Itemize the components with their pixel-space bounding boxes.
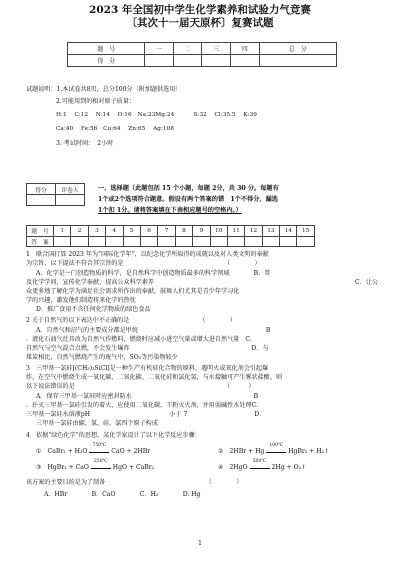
instruction-line: H:1 C:12 N:14 O:16 Na:23Mg:24 S:32 Cl:35.5 K:39 — [56, 112, 257, 118]
score-input-cell[interactable] — [173, 55, 202, 67]
reaction-1-condition: 750℃ — [92, 443, 107, 448]
score-table — [67, 42, 337, 67]
question-4-question: 该方案的主要目的是为了制备 （ ） — [26, 479, 243, 486]
question-1-option-a: A．化学是一门创造物质的科学，是自然科学中创造物质最多的科学领域 B．普 — [36, 270, 271, 277]
answer-input-cell[interactable] — [140, 236, 157, 247]
question-3-option-d: 三甲基一氯硅由碳、氢、硅、氯四个原子构成 — [36, 420, 158, 427]
answer-input-cell[interactable] — [123, 236, 140, 247]
reaction-3-reactants: ③ HgBr₂ + CaO — [36, 464, 89, 471]
question-3-option-a: A．保存三甲基一氯硅时应密封防水 B — [36, 393, 259, 400]
question-1-stem: 1 联合国打算 2023 年为“国际化学年”，以纪念化学所取得的成就以及对人类文明的奉献 — [26, 251, 269, 258]
instruction-line: 2.可能用到的相对原子质量： — [56, 98, 135, 105]
reaction-2-reactants: ② 2HBr + Hg — [218, 448, 265, 455]
answer-input-cell[interactable] — [54, 236, 71, 247]
question-1-option-c-cont: 众更多地了解化学为满足社会需求所作出的奉献，鼓舞人们尤其是青少年学习化 — [26, 288, 240, 295]
score-input-cell[interactable] — [259, 55, 336, 67]
question-1-option-b: 及化学学问，宣传化学奉献，提高公众科学素养 — [26, 279, 154, 286]
section-one-line: 一、选择题（此题包括 15 个小题，每题 2分，共 30 分。每题有 — [98, 185, 279, 192]
reaction-4-condition: 500℃ — [252, 459, 267, 464]
question-3-stem: 3 三甲基一氯硅[(CH₃)₃SiCl]是一种生产有机硅化合物的原料，遇明火或氧化剂会引起爆 — [26, 365, 269, 372]
question-3-option-c: 三甲基一氯硅水溶液pH 小于 7 D． — [26, 411, 266, 418]
question-number-cell: 1 — [54, 226, 71, 237]
reaction-arrow — [266, 443, 286, 453]
reaction-arrow — [89, 443, 109, 453]
arrow-icon — [91, 468, 111, 469]
answer-input-cell[interactable] — [158, 236, 175, 247]
answer-table — [26, 225, 315, 247]
question-1-option-d: D．推广食用不含任何化学物质的绿色食品 — [36, 306, 151, 313]
question-number-cell: 9 — [193, 226, 210, 237]
exam-subtitle: 〔其次十一届天原杯〕复赛试题 — [126, 17, 274, 29]
reaction-2-products: HgBr₂ + H₂↑ — [288, 448, 330, 455]
question-3-stem: 以下说法错误的是 （ ） — [26, 383, 255, 390]
reaction-4 — [218, 459, 307, 471]
answer-header-label: 题 号 — [27, 226, 54, 237]
score-header-cell: 二 — [173, 43, 202, 55]
answer-input-cell[interactable] — [210, 236, 227, 247]
answer-input-cell[interactable] — [245, 236, 262, 247]
reaction-3-products: HgO + CaBr₂ — [112, 464, 155, 471]
reaction-arrow — [91, 459, 111, 469]
question-number-cell: 11 — [227, 226, 244, 237]
exam-title: 2023 年全国初中学生化学素养和试验力气竞赛 — [89, 4, 311, 16]
arrow-icon — [266, 452, 286, 453]
score-row-label: 得 分 — [68, 55, 145, 67]
reaction-1 — [36, 443, 151, 455]
question-number-cell: 10 — [210, 226, 227, 237]
question-number-cell: 4 — [106, 226, 123, 237]
instruction-line: 试题说明：1.本试卷共8页，总分100分〔附加题供选用〕 — [26, 86, 182, 93]
grader-table — [26, 183, 85, 206]
question-1-option-c-cont: 学的兴趣，激发他们制造将来化学的热忱 — [26, 297, 136, 304]
question-number-cell: 13 — [262, 226, 279, 237]
score-input-cell[interactable] — [202, 55, 231, 67]
question-1-option-c: C．让公 — [355, 279, 378, 286]
score-header-cell: 四 — [231, 43, 260, 55]
arrow-icon — [250, 468, 270, 469]
question-number-cell: 3 — [88, 226, 105, 237]
grader-score-label: 得分 — [27, 184, 56, 195]
question-number-cell: 6 — [140, 226, 157, 237]
grader-input-cell[interactable] — [27, 195, 56, 206]
reaction-3 — [36, 459, 155, 471]
score-header-cell: 总 分 — [259, 43, 336, 55]
score-header-cell: 三 — [202, 43, 231, 55]
score-input-cell[interactable] — [231, 55, 260, 67]
question-4-stem: 4 依据“绿色化学”的思想，某化学家设计了以下化学反应步骤： — [26, 432, 201, 439]
grader-input-cell[interactable] — [56, 195, 85, 206]
question-2-option-a: A．自然气和沼气的主要成分都是甲烷 B — [36, 327, 271, 334]
section-one-line: 1个扣 1分。请将答案填在下表相应题号的空格内。） — [98, 207, 242, 214]
score-header-cell: 一 — [145, 43, 174, 55]
question-number-cell: 5 — [123, 226, 140, 237]
question-2-stem: 2 关于自然气的以下表达中不正确的是 （ ） — [26, 317, 236, 324]
question-number-cell: 7 — [158, 226, 175, 237]
score-input-cell[interactable] — [145, 55, 174, 67]
instruction-line: 3. 考试时间： 2小时 — [56, 140, 114, 147]
score-header-cell: 题 号 — [68, 43, 145, 55]
answer-input-cell[interactable] — [106, 236, 123, 247]
question-number-cell: 12 — [245, 226, 262, 237]
reaction-2 — [218, 443, 330, 455]
answer-input-cell[interactable] — [262, 236, 279, 247]
reaction-4-reactants: ④ 2HgO — [218, 464, 248, 471]
reaction-arrow — [250, 459, 270, 469]
reaction-1-products: CaO + 2HBr — [111, 448, 151, 455]
reaction-3-condition: 250℃ — [93, 459, 108, 464]
answer-input-cell[interactable] — [280, 236, 297, 247]
reaction-1-reactants: ① CaBr₂ + H₂O — [36, 448, 88, 455]
answer-row-label: 答 案 — [27, 236, 54, 247]
answer-input-cell[interactable] — [175, 236, 192, 247]
answer-input-cell[interactable] — [227, 236, 244, 247]
answer-input-cell[interactable] — [193, 236, 210, 247]
reaction-4-products: 2Hg + O₂↑ — [271, 464, 307, 471]
section-one-line: 1个或2个选项符合题意。假设有两个答案的错 1个不得分，漏选 — [98, 196, 278, 203]
question-3-stem: 炸，在空气中燃烧生成一氧化碳、二氧化碳、二氧化硅和氯化氢，与水接触可产生雾状盐酸。则 — [26, 374, 282, 381]
answer-input-cell[interactable] — [71, 236, 88, 247]
question-number-cell: 14 — [280, 226, 297, 237]
page-number: 1 — [198, 540, 202, 547]
instruction-line: Ca:40 Fe:56 Cu:64 Zn:65 Ag:108 — [56, 126, 174, 132]
question-number-cell: 15 — [297, 226, 314, 237]
arrow-icon — [89, 452, 109, 453]
question-number-cell: 2 — [71, 226, 88, 237]
grader-name-label: 评卷人 — [56, 184, 85, 195]
question-2-option-c: 自然气与空气混合点燃，不会发生爆炸 D．与 — [26, 345, 269, 352]
question-2-option-d: 煤炭相比，自然气燃烧产生的废气中，SO₂等污染物较少 — [26, 354, 178, 361]
answer-input-cell[interactable] — [88, 236, 105, 247]
question-2-option-b: ．液化石油气灶具改为自然气作燃料，燃烧时应减小进空气量或增大进自然气量 C． — [26, 336, 257, 343]
answer-input-cell[interactable] — [297, 236, 314, 247]
question-3-option-b: ．扑灭三甲基一氯硅引发的着火，应使用二氧化碳、干粉灭火剂，并用弱碱性水处理C． — [26, 402, 263, 409]
reaction-2-condition: 100℃ — [269, 443, 284, 448]
question-number-cell: 8 — [175, 226, 192, 237]
question-1-stem: 为宗旨，以下提法不符合其宗旨的是 （ ） — [26, 260, 261, 267]
section-one-heading — [98, 183, 398, 216]
question-4-options: A．HBr B．CaO C．H₂ D. Hg — [44, 491, 201, 498]
